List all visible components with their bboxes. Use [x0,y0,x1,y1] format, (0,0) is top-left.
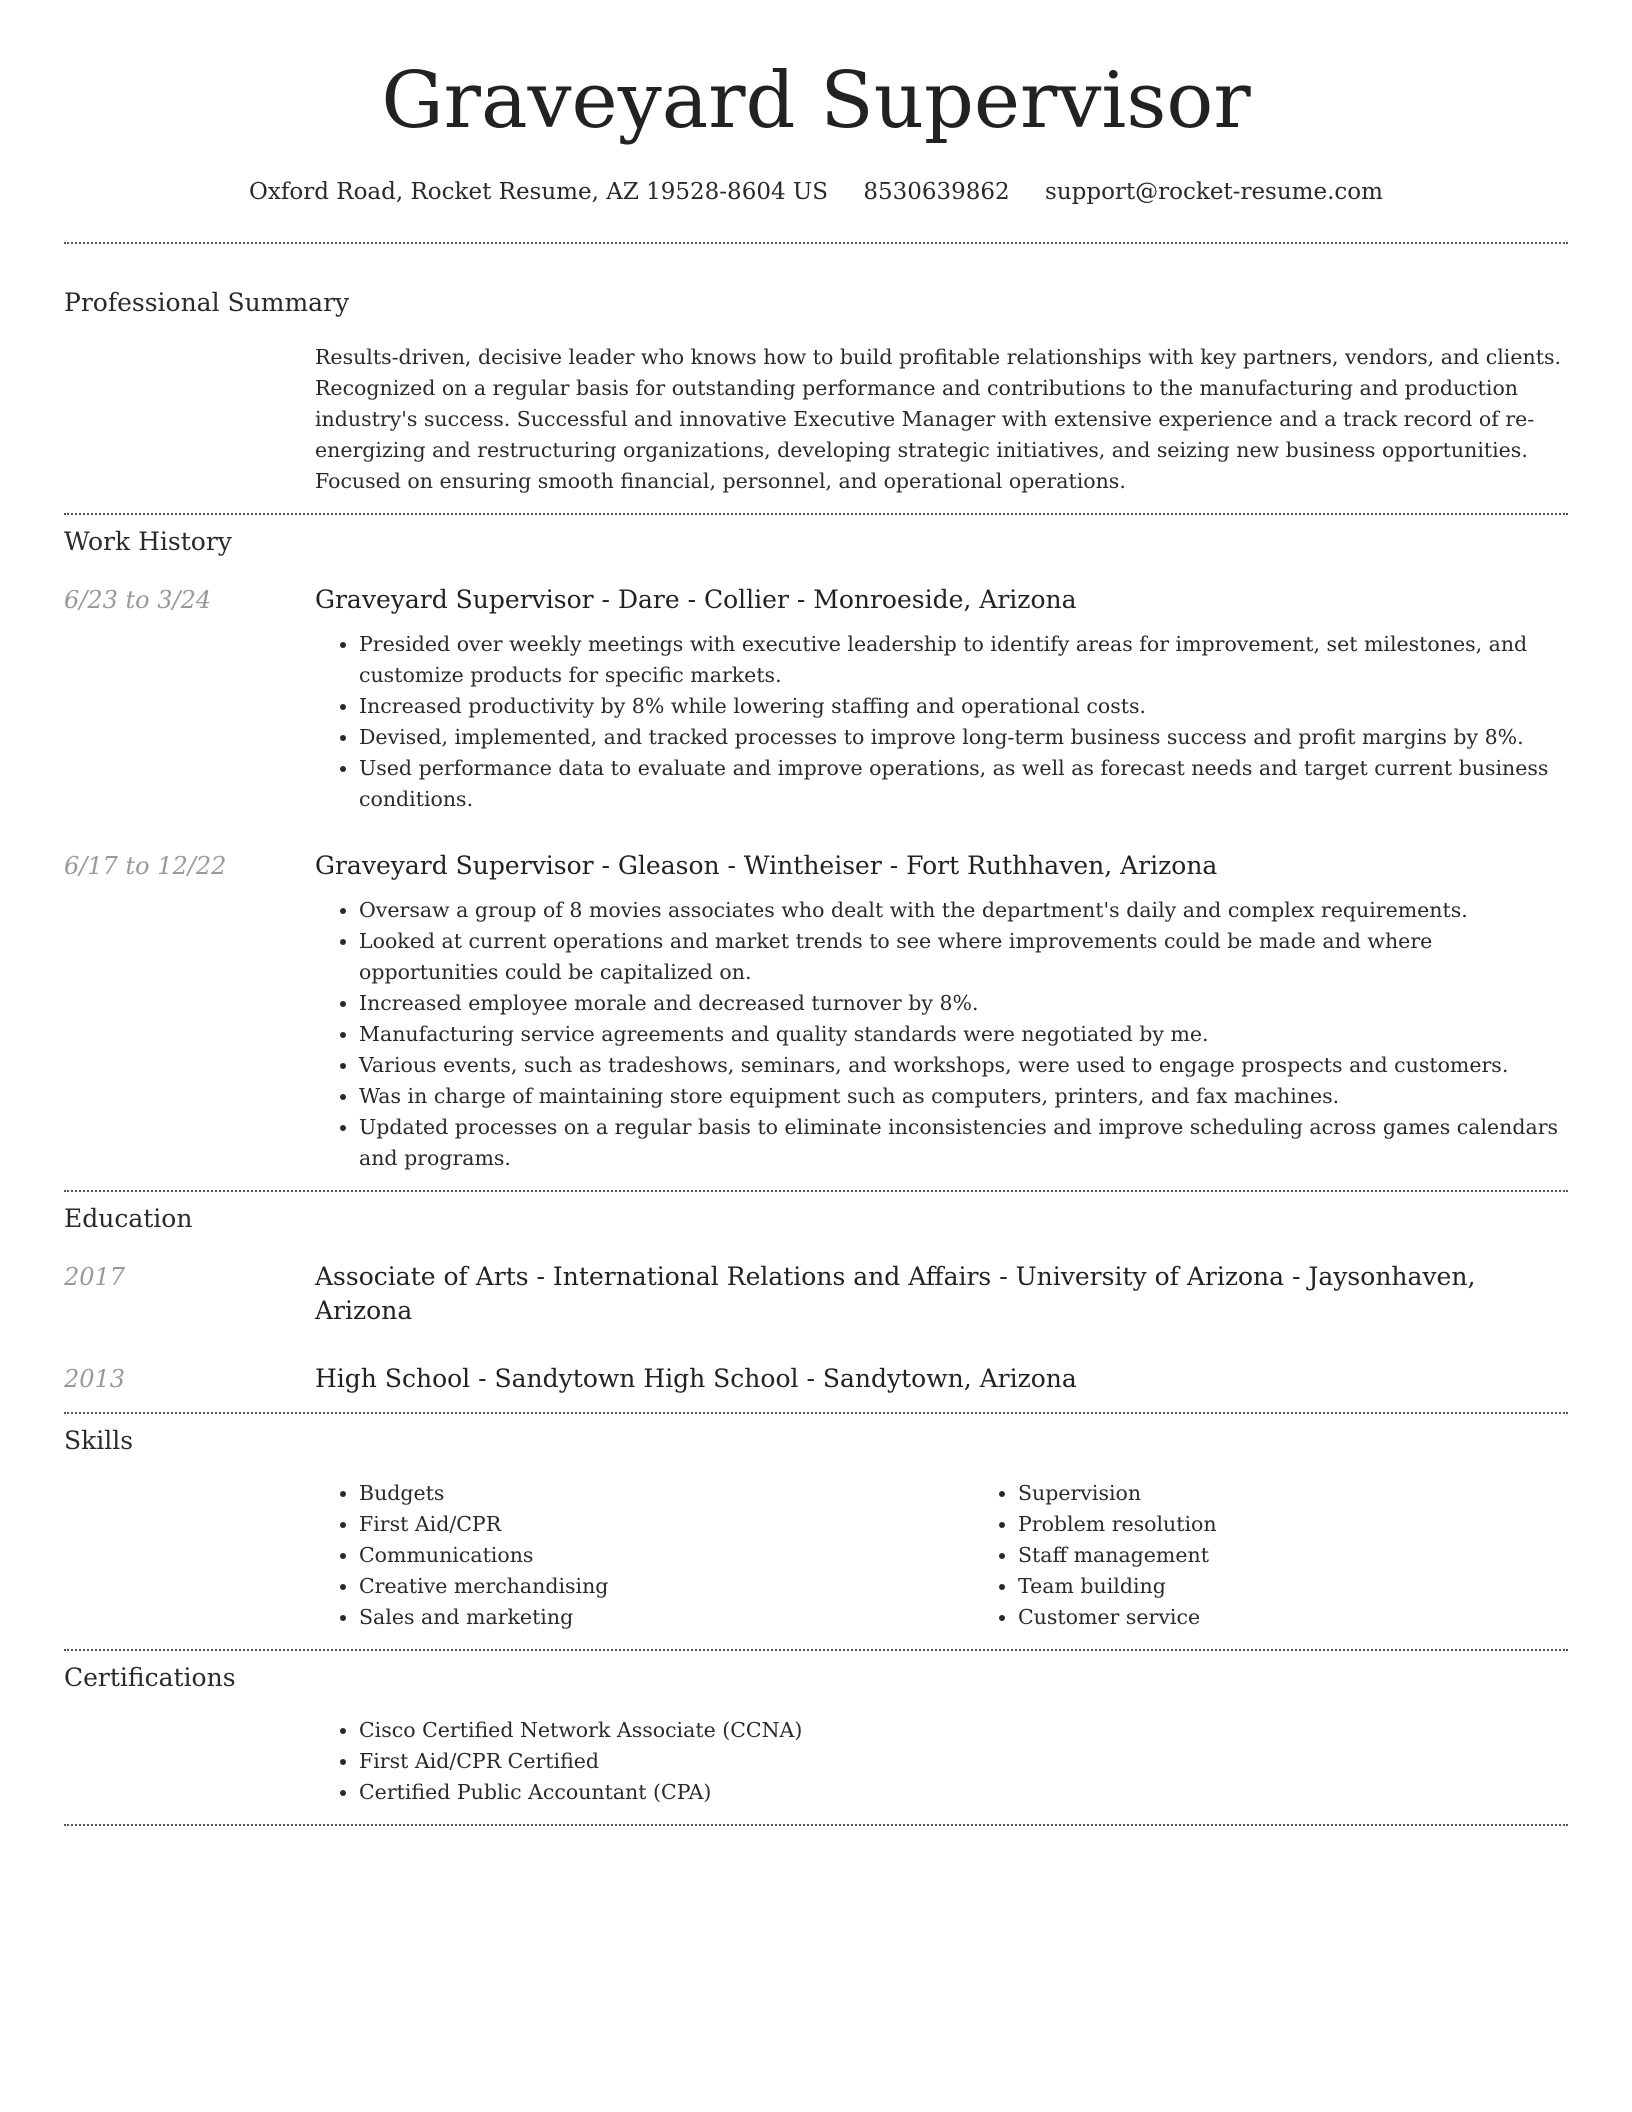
skill-item: • Supervision [1018,1478,1632,1509]
education-details: Associate of Arts - International Relations and Affairs - University of Arizona - Jaysonhaven, Arizona [315,1262,1476,1325]
job-bullet: • Manufacturing service agreements and quality standards were negotiated by me. [359,1019,1568,1050]
certifications-heading: Certifications [64,1663,236,1692]
skill-item: • Budgets [359,1478,974,1509]
summary-section [64,244,1568,497]
contact-phone: 8530639862 [863,179,1010,205]
job-bullet: • Updated processes on a regular basis to eliminate inconsistencies and improve scheduling across games calendars and programs. [359,1112,1568,1174]
resume-header [64,0,1568,208]
certification-item: • First Aid/CPR Certified [359,1746,1568,1777]
job-bullets [315,895,1568,1174]
certification-item: • Certified Public Accountant (CPA) [359,1777,1568,1808]
skills-section [64,1414,1568,1633]
job-bullet: • Presided over weekly meetings with executive leadership to identify areas for improvement, set milestones, and customize products for specific markets. [359,629,1568,691]
job-entry [64,849,1568,1174]
job-bullet: • Looked at current operations and market trends to see where improvements could be made and where opportunities could be capitalized on. [359,926,1568,988]
skill-item: • Sales and marketing [359,1602,974,1633]
job-bullet: • Increased employee morale and decreased turnover by 8%. [359,988,1568,1019]
job-bullet: • Various events, such as tradeshows, seminars, and workshops, were used to engage prospects and customers. [359,1050,1568,1081]
job-bullet: • Was in charge of maintaining store equipment such as computers, printers, and fax machines. [359,1081,1568,1112]
education-heading: Education [64,1204,193,1233]
work-history-heading: Work History [64,527,232,556]
education-section [64,1192,1568,1396]
job-entry [64,583,1568,815]
skill-item: • First Aid/CPR [359,1509,974,1540]
summary-text: Results-driven, decisive leader who knows how to build profitable relationships with key partners, vendors, and clients. Recognized on a regular basis for outstanding performance and contributions to the manufacturing and production industry's success. Successful and innovative Executive Manager with extensive experience and a track record of re-energizing and restructuring organizations, developing strategic initiatives, and seizing new business opportunities. Focused on ensuring smooth financial, personnel, and operational operations. [315,345,1561,493]
certifications-list [315,1715,1568,1808]
skill-item: • Customer service [1018,1602,1632,1633]
education-details: High School - Sandytown High School - Sandytown, Arizona [315,1364,1077,1393]
job-dates: 6/23 to 3/24 [64,586,212,614]
education-entry [64,1260,1568,1328]
education-entry [64,1362,1568,1396]
job-dates: 6/17 to 12/22 [64,852,227,880]
certifications-section [64,1651,1568,1808]
divider [64,1824,1568,1826]
certification-item: • Cisco Certified Network Associate (CCNA) [359,1715,1568,1746]
job-bullet: • Used performance data to evaluate and improve operations, as well as forecast needs and target current business conditions. [359,753,1568,815]
skill-item: • Problem resolution [1018,1509,1632,1540]
skills-list-right [974,1478,1632,1633]
contact-address: Oxford Road, Rocket Resume, AZ 19528-8604 US [249,179,829,205]
job-bullets [315,629,1568,815]
resume-page [64,0,1568,1826]
work-history-section [64,515,1568,1174]
job-bullet: • Devised, implemented, and tracked processes to improve long-term business success and profit margins by 8%. [359,722,1568,753]
contact-line [64,176,1568,208]
education-year: 2013 [64,1365,126,1393]
candidate-name: Graveyard Supervisor [381,56,1251,146]
skills-list-left [315,1478,974,1633]
skill-item: • Communications [359,1540,974,1571]
job-bullet: • Oversaw a group of 8 movies associates who dealt with the department's daily and complex requirements. [359,895,1568,926]
skill-item: • Staff management [1018,1540,1632,1571]
job-heading: Graveyard Supervisor - Dare - Collier - Monroeside, Arizona [315,585,1077,614]
job-heading: Graveyard Supervisor - Gleason - Wintheiser - Fort Ruthhaven, Arizona [315,851,1218,880]
summary-heading: Professional Summary [64,288,350,317]
education-year: 2017 [64,1263,126,1291]
skills-heading: Skills [64,1426,134,1455]
contact-email: support@rocket-resume.com [1045,179,1383,205]
skill-item: • Team building [1018,1571,1632,1602]
job-bullet: • Increased productivity by 8% while lowering staffing and operational costs. [359,691,1568,722]
skill-item: • Creative merchandising [359,1571,974,1602]
